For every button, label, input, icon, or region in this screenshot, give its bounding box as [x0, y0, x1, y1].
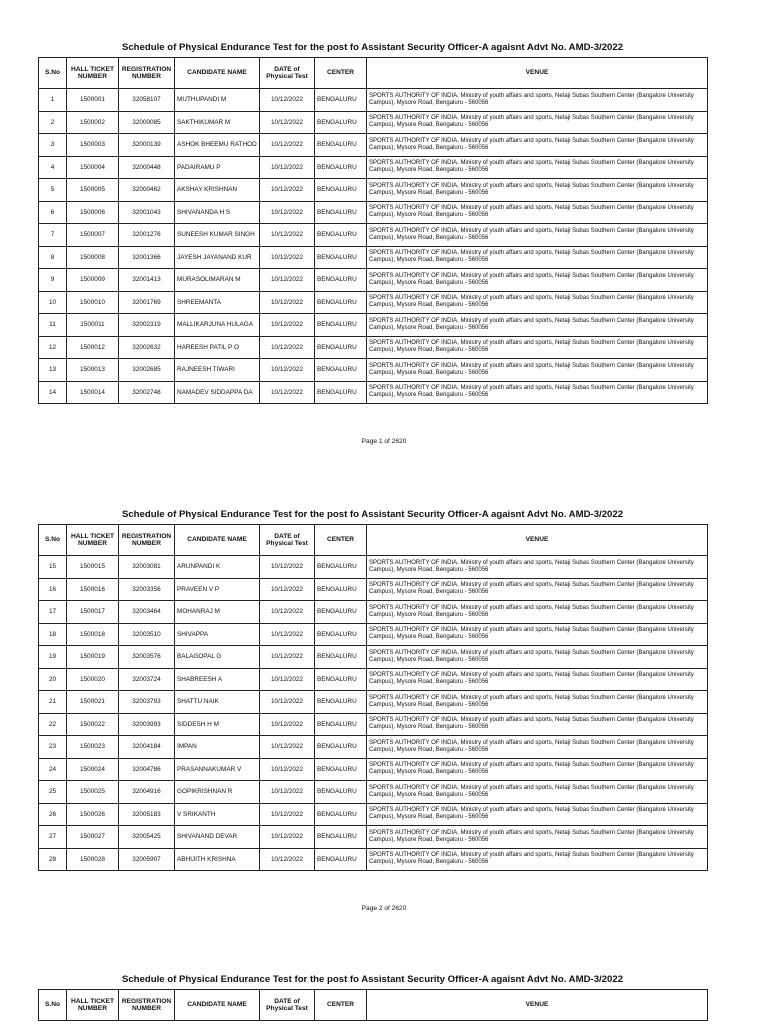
cell-candidate-name: MURASOLIMARAN M [175, 269, 260, 292]
cell-sno: 23 [39, 736, 67, 759]
cell-hall-ticket: 1500004 [67, 156, 119, 179]
cell-center: BENGALURU [315, 111, 367, 134]
cell-venue: SPORTS AUTHORITY OF INDIA, Ministry of youth affairs and sports, Netaji Subas Southern Center (Bangalore University Campus), Mysore Road, Bengaluru - 560056 [367, 359, 708, 382]
cell-sno: 19 [39, 646, 67, 669]
schedule-page-3 [38, 974, 707, 1021]
table-body [39, 556, 708, 871]
cell-sno: 2 [39, 111, 67, 134]
cell-sno: 7 [39, 224, 67, 247]
cell-registration: 32003356 [119, 578, 175, 601]
cell-center: BENGALURU [315, 269, 367, 292]
cell-date: 10/12/2022 [260, 736, 315, 759]
cell-candidate-name: AKSHAY KRISHNAN [175, 179, 260, 202]
cell-date: 10/12/2022 [260, 578, 315, 601]
cell-date: 10/12/2022 [260, 646, 315, 669]
cell-date: 10/12/2022 [260, 269, 315, 292]
cell-venue: SPORTS AUTHORITY OF INDIA, Ministry of youth affairs and sports, Netaji Subas Southern Center (Bangalore University Campus), Mysore Road, Bengaluru - 560056 [367, 156, 708, 179]
cell-venue: SPORTS AUTHORITY OF INDIA, Ministry of youth affairs and sports, Netaji Subas Southern Center (Bangalore University Campus), Mysore Road, Bengaluru - 560056 [367, 291, 708, 314]
table-header-row [39, 990, 708, 1021]
cell-candidate-name: SHIVAPPA [175, 623, 260, 646]
cell-hall-ticket: 1500014 [67, 381, 119, 404]
cell-registration: 32003993 [119, 713, 175, 736]
cell-sno: 14 [39, 381, 67, 404]
cell-venue: SPORTS AUTHORITY OF INDIA, Ministry of youth affairs and sports, Netaji Subas Southern Center (Bangalore University Campus), Mysore Road, Bengaluru - 560056 [367, 646, 708, 669]
cell-hall-ticket: 1500017 [67, 601, 119, 624]
schedule-table [38, 989, 708, 1021]
cell-hall-ticket: 1500025 [67, 781, 119, 804]
cell-sno: 1 [39, 89, 67, 112]
table-row [39, 336, 708, 359]
cell-center: BENGALURU [315, 781, 367, 804]
cell-venue: SPORTS AUTHORITY OF INDIA, Ministry of youth affairs and sports, Netaji Subas Southern Center (Bangalore University Campus), Mysore Road, Bengaluru - 560056 [367, 314, 708, 337]
cell-center: BENGALURU [315, 291, 367, 314]
cell-registration: 32002319 [119, 314, 175, 337]
cell-candidate-name: ARUNPANDI K [175, 556, 260, 579]
cell-hall-ticket: 1500006 [67, 201, 119, 224]
cell-venue: SPORTS AUTHORITY OF INDIA, Ministry of youth affairs and sports, Netaji Subas Southern Center (Bangalore University Campus), Mysore Road, Bengaluru - 560056 [367, 111, 708, 134]
cell-venue: SPORTS AUTHORITY OF INDIA, Ministry of youth affairs and sports, Netaji Subas Southern Center (Bangalore University Campus), Mysore Road, Bengaluru - 560056 [367, 224, 708, 247]
cell-sno: 25 [39, 781, 67, 804]
cell-center: BENGALURU [315, 201, 367, 224]
cell-registration: 32005907 [119, 848, 175, 871]
cell-registration: 32058107 [119, 89, 175, 112]
cell-hall-ticket: 1500024 [67, 758, 119, 781]
cell-hall-ticket: 1500018 [67, 623, 119, 646]
cell-hall-ticket: 1500011 [67, 314, 119, 337]
cell-candidate-name: MALLIKARJUNA HULAGA [175, 314, 260, 337]
cell-hall-ticket: 1500023 [67, 736, 119, 759]
cell-date: 10/12/2022 [260, 111, 315, 134]
cell-registration: 32003793 [119, 691, 175, 714]
cell-center: BENGALURU [315, 224, 367, 247]
cell-sno: 8 [39, 246, 67, 269]
table-row [39, 314, 708, 337]
header-center: CENTER [315, 58, 367, 89]
cell-date: 10/12/2022 [260, 246, 315, 269]
header-candidate-name: CANDIDATE NAME [175, 990, 260, 1021]
cell-center: BENGALURU [315, 578, 367, 601]
cell-hall-ticket: 1500013 [67, 359, 119, 382]
cell-candidate-name: SHIVANANDA H S [175, 201, 260, 224]
cell-candidate-name: GOPIKRISHNAN R [175, 781, 260, 804]
table-row [39, 156, 708, 179]
table-row [39, 713, 708, 736]
cell-candidate-name: SHIVANAND DEVAR [175, 826, 260, 849]
cell-date: 10/12/2022 [260, 89, 315, 112]
cell-registration: 32003724 [119, 668, 175, 691]
cell-center: BENGALURU [315, 691, 367, 714]
header-center: CENTER [315, 525, 367, 556]
page-number: Page 1 of 2620 [361, 438, 407, 445]
cell-date: 10/12/2022 [260, 314, 315, 337]
cell-venue: SPORTS AUTHORITY OF INDIA, Ministry of youth affairs and sports, Netaji Subas Southern Center (Bangalore University Campus), Mysore Road, Bengaluru - 560056 [367, 826, 708, 849]
cell-venue: SPORTS AUTHORITY OF INDIA, Ministry of youth affairs and sports, Netaji Subas Southern Center (Bangalore University Campus), Mysore Road, Bengaluru - 560056 [367, 803, 708, 826]
table-row [39, 758, 708, 781]
cell-candidate-name: V SRIKANTH [175, 803, 260, 826]
table-body [39, 89, 708, 404]
cell-registration: 32001769 [119, 291, 175, 314]
header-venue: VENUE [367, 525, 708, 556]
table-row [39, 111, 708, 134]
cell-venue: SPORTS AUTHORITY OF INDIA, Ministry of youth affairs and sports, Netaji Subas Southern Center (Bangalore University Campus), Mysore Road, Bengaluru - 560056 [367, 336, 708, 359]
header-sno: S.No [39, 58, 67, 89]
cell-sno: 3 [39, 134, 67, 157]
cell-registration: 32004786 [119, 758, 175, 781]
cell-candidate-name: MUTHUPANDI M [175, 89, 260, 112]
header-candidate-name: CANDIDATE NAME [175, 58, 260, 89]
header-venue: VENUE [367, 990, 708, 1021]
cell-date: 10/12/2022 [260, 848, 315, 871]
cell-sno: 26 [39, 803, 67, 826]
table-row [39, 781, 708, 804]
schedule-table [38, 57, 708, 404]
cell-venue: SPORTS AUTHORITY OF INDIA, Ministry of youth affairs and sports, Netaji Subas Southern Center (Bangalore University Campus), Mysore Road, Bengaluru - 560056 [367, 578, 708, 601]
cell-registration: 32004184 [119, 736, 175, 759]
cell-candidate-name: PRAVEEN V P [175, 578, 260, 601]
cell-candidate-name: ABHIJITH KRISHNA [175, 848, 260, 871]
cell-hall-ticket: 1500026 [67, 803, 119, 826]
cell-candidate-name: NAMADEV SIDDAPPA DA [175, 381, 260, 404]
cell-hall-ticket: 1500012 [67, 336, 119, 359]
cell-hall-ticket: 1500028 [67, 848, 119, 871]
cell-candidate-name: JAYESH JAYANAND KUR [175, 246, 260, 269]
table-row [39, 578, 708, 601]
cell-sno: 18 [39, 623, 67, 646]
table-row [39, 556, 708, 579]
cell-candidate-name: PRASANNAKUMAR V [175, 758, 260, 781]
cell-center: BENGALURU [315, 314, 367, 337]
cell-center: BENGALURU [315, 758, 367, 781]
table-row [39, 848, 708, 871]
cell-venue: SPORTS AUTHORITY OF INDIA, Ministry of youth affairs and sports, Netaji Subas Southern Center (Bangalore University Campus), Mysore Road, Bengaluru - 560056 [367, 601, 708, 624]
schedule-table [38, 524, 708, 871]
table-row [39, 201, 708, 224]
cell-center: BENGALURU [315, 179, 367, 202]
header-hall-ticket: HALL TICKET NUMBER [67, 525, 119, 556]
table-header-row [39, 525, 708, 556]
cell-center: BENGALURU [315, 336, 367, 359]
header-sno: S.No [39, 990, 67, 1021]
cell-date: 10/12/2022 [260, 803, 315, 826]
cell-registration: 32001413 [119, 269, 175, 292]
cell-center: BENGALURU [315, 246, 367, 269]
cell-date: 10/12/2022 [260, 691, 315, 714]
cell-candidate-name: SIDDESH H M [175, 713, 260, 736]
cell-venue: SPORTS AUTHORITY OF INDIA, Ministry of youth affairs and sports, Netaji Subas Southern Center (Bangalore University Campus), Mysore Road, Bengaluru - 560056 [367, 668, 708, 691]
cell-venue: SPORTS AUTHORITY OF INDIA, Ministry of youth affairs and sports, Netaji Subas Southern Center (Bangalore University Campus), Mysore Road, Bengaluru - 560056 [367, 134, 708, 157]
header-date: DATE of Physical Test [260, 990, 315, 1021]
header-hall-ticket: HALL TICKET NUMBER [67, 990, 119, 1021]
cell-candidate-name: MOHANRAJ M [175, 601, 260, 624]
cell-sno: 4 [39, 156, 67, 179]
cell-hall-ticket: 1500009 [67, 269, 119, 292]
cell-date: 10/12/2022 [260, 156, 315, 179]
table-row [39, 691, 708, 714]
cell-date: 10/12/2022 [260, 758, 315, 781]
cell-date: 10/12/2022 [260, 201, 315, 224]
cell-registration: 32000462 [119, 179, 175, 202]
cell-registration: 32000139 [119, 134, 175, 157]
schedule-title: Schedule of Physical Endurance Test for the post fo Assistant Security Officer-A agaisnt Advt No. AMD-3/2022 [121, 509, 624, 520]
cell-sno: 17 [39, 601, 67, 624]
cell-sno: 16 [39, 578, 67, 601]
cell-center: BENGALURU [315, 646, 367, 669]
cell-center: BENGALURU [315, 668, 367, 691]
cell-venue: SPORTS AUTHORITY OF INDIA, Ministry of youth affairs and sports, Netaji Subas Southern Center (Bangalore University Campus), Mysore Road, Bengaluru - 560056 [367, 848, 708, 871]
table-row [39, 646, 708, 669]
cell-venue: SPORTS AUTHORITY OF INDIA, Ministry of youth affairs and sports, Netaji Subas Southern Center (Bangalore University Campus), Mysore Road, Bengaluru - 560056 [367, 179, 708, 202]
cell-sno: 28 [39, 848, 67, 871]
page-number: Page 2 of 2620 [361, 905, 407, 912]
cell-center: BENGALURU [315, 713, 367, 736]
table-row [39, 668, 708, 691]
cell-date: 10/12/2022 [260, 826, 315, 849]
table-header-row [39, 58, 708, 89]
cell-candidate-name: SUNEESH KUMAR SINGH [175, 224, 260, 247]
cell-registration: 32000448 [119, 156, 175, 179]
table-row [39, 803, 708, 826]
cell-registration: 32001276 [119, 224, 175, 247]
cell-date: 10/12/2022 [260, 359, 315, 382]
cell-hall-ticket: 1500016 [67, 578, 119, 601]
cell-sno: 5 [39, 179, 67, 202]
cell-venue: SPORTS AUTHORITY OF INDIA, Ministry of youth affairs and sports, Netaji Subas Southern Center (Bangalore University Campus), Mysore Road, Bengaluru - 560056 [367, 246, 708, 269]
table-row [39, 269, 708, 292]
cell-sno: 21 [39, 691, 67, 714]
cell-date: 10/12/2022 [260, 713, 315, 736]
cell-center: BENGALURU [315, 826, 367, 849]
cell-candidate-name: PADAIRAMU P [175, 156, 260, 179]
header-registration: REGISTRATION NUMBER [119, 525, 175, 556]
cell-venue: SPORTS AUTHORITY OF INDIA, Ministry of youth affairs and sports, Netaji Subas Southern Center (Bangalore University Campus), Mysore Road, Bengaluru - 560056 [367, 691, 708, 714]
cell-registration: 32003081 [119, 556, 175, 579]
header-hall-ticket: HALL TICKET NUMBER [67, 58, 119, 89]
cell-hall-ticket: 1500001 [67, 89, 119, 112]
cell-center: BENGALURU [315, 89, 367, 112]
cell-hall-ticket: 1500020 [67, 668, 119, 691]
header-date: DATE of Physical Test [260, 525, 315, 556]
cell-registration: 32003510 [119, 623, 175, 646]
cell-registration: 32004916 [119, 781, 175, 804]
cell-venue: SPORTS AUTHORITY OF INDIA, Ministry of youth affairs and sports, Netaji Subas Southern Center (Bangalore University Campus), Mysore Road, Bengaluru - 560056 [367, 201, 708, 224]
cell-center: BENGALURU [315, 601, 367, 624]
header-center: CENTER [315, 990, 367, 1021]
cell-date: 10/12/2022 [260, 134, 315, 157]
cell-hall-ticket: 1500010 [67, 291, 119, 314]
table-row [39, 736, 708, 759]
cell-date: 10/12/2022 [260, 556, 315, 579]
cell-registration: 32001043 [119, 201, 175, 224]
cell-hall-ticket: 1500007 [67, 224, 119, 247]
cell-registration: 32003464 [119, 601, 175, 624]
cell-registration: 32001366 [119, 246, 175, 269]
cell-sno: 6 [39, 201, 67, 224]
cell-hall-ticket: 1500002 [67, 111, 119, 134]
cell-sno: 12 [39, 336, 67, 359]
cell-registration: 32002632 [119, 336, 175, 359]
cell-venue: SPORTS AUTHORITY OF INDIA, Ministry of youth affairs and sports, Netaji Subas Southern Center (Bangalore University Campus), Mysore Road, Bengaluru - 560056 [367, 758, 708, 781]
cell-venue: SPORTS AUTHORITY OF INDIA, Ministry of youth affairs and sports, Netaji Subas Southern Center (Bangalore University Campus), Mysore Road, Bengaluru - 560056 [367, 736, 708, 759]
cell-date: 10/12/2022 [260, 291, 315, 314]
cell-sno: 15 [39, 556, 67, 579]
cell-hall-ticket: 1500003 [67, 134, 119, 157]
cell-registration: 32005183 [119, 803, 175, 826]
cell-sno: 24 [39, 758, 67, 781]
cell-hall-ticket: 1500015 [67, 556, 119, 579]
cell-registration: 32002748 [119, 381, 175, 404]
cell-venue: SPORTS AUTHORITY OF INDIA, Ministry of youth affairs and sports, Netaji Subas Southern Center (Bangalore University Campus), Mysore Road, Bengaluru - 560056 [367, 89, 708, 112]
schedule-title: Schedule of Physical Endurance Test for the post fo Assistant Security Officer-A agaisnt Advt No. AMD-3/2022 [121, 974, 624, 985]
table-row [39, 623, 708, 646]
table-row [39, 601, 708, 624]
cell-hall-ticket: 1500008 [67, 246, 119, 269]
cell-candidate-name: ASHOK BHEEMU RATHOD [175, 134, 260, 157]
table-row [39, 826, 708, 849]
table-row [39, 224, 708, 247]
cell-sno: 11 [39, 314, 67, 337]
cell-registration: 32000085 [119, 111, 175, 134]
cell-date: 10/12/2022 [260, 623, 315, 646]
cell-date: 10/12/2022 [260, 781, 315, 804]
header-registration: REGISTRATION NUMBER [119, 990, 175, 1021]
cell-center: BENGALURU [315, 556, 367, 579]
cell-sno: 27 [39, 826, 67, 849]
table-row [39, 359, 708, 382]
cell-candidate-name: SHREEMANTA [175, 291, 260, 314]
cell-center: BENGALURU [315, 623, 367, 646]
table-row [39, 291, 708, 314]
header-venue: VENUE [367, 58, 708, 89]
cell-venue: SPORTS AUTHORITY OF INDIA, Ministry of youth affairs and sports, Netaji Subas Southern Center (Bangalore University Campus), Mysore Road, Bengaluru - 560056 [367, 556, 708, 579]
header-registration: REGISTRATION NUMBER [119, 58, 175, 89]
cell-center: BENGALURU [315, 381, 367, 404]
cell-hall-ticket: 1500005 [67, 179, 119, 202]
table-row [39, 134, 708, 157]
cell-candidate-name: SHATTU NAIK [175, 691, 260, 714]
cell-hall-ticket: 1500021 [67, 691, 119, 714]
header-date: DATE of Physical Test [260, 58, 315, 89]
cell-candidate-name: HAREESH PATIL P O [175, 336, 260, 359]
cell-venue: SPORTS AUTHORITY OF INDIA, Ministry of youth affairs and sports, Netaji Subas Southern Center (Bangalore University Campus), Mysore Road, Bengaluru - 560056 [367, 269, 708, 292]
cell-date: 10/12/2022 [260, 179, 315, 202]
cell-center: BENGALURU [315, 156, 367, 179]
cell-registration: 32003576 [119, 646, 175, 669]
cell-date: 10/12/2022 [260, 336, 315, 359]
cell-date: 10/12/2022 [260, 601, 315, 624]
cell-center: BENGALURU [315, 803, 367, 826]
cell-candidate-name: RAJNEESH TIWARI [175, 359, 260, 382]
cell-hall-ticket: 1500019 [67, 646, 119, 669]
cell-registration: 32005425 [119, 826, 175, 849]
cell-venue: SPORTS AUTHORITY OF INDIA, Ministry of youth affairs and sports, Netaji Subas Southern Center (Bangalore University Campus), Mysore Road, Bengaluru - 560056 [367, 623, 708, 646]
cell-venue: SPORTS AUTHORITY OF INDIA, Ministry of youth affairs and sports, Netaji Subas Southern Center (Bangalore University Campus), Mysore Road, Bengaluru - 560056 [367, 781, 708, 804]
schedule-page-2 [38, 509, 707, 871]
cell-venue: SPORTS AUTHORITY OF INDIA, Ministry of youth affairs and sports, Netaji Subas Southern Center (Bangalore University Campus), Mysore Road, Bengaluru - 560056 [367, 381, 708, 404]
cell-sno: 9 [39, 269, 67, 292]
cell-registration: 32002685 [119, 359, 175, 382]
cell-venue: SPORTS AUTHORITY OF INDIA, Ministry of youth affairs and sports, Netaji Subas Southern Center (Bangalore University Campus), Mysore Road, Bengaluru - 560056 [367, 713, 708, 736]
header-candidate-name: CANDIDATE NAME [175, 525, 260, 556]
cell-date: 10/12/2022 [260, 668, 315, 691]
cell-date: 10/12/2022 [260, 381, 315, 404]
cell-center: BENGALURU [315, 736, 367, 759]
cell-center: BENGALURU [315, 848, 367, 871]
cell-candidate-name: SHABREESH A [175, 668, 260, 691]
schedule-title: Schedule of Physical Endurance Test for the post fo Assistant Security Officer-A agaisnt Advt No. AMD-3/2022 [121, 42, 624, 53]
cell-candidate-name: SAKTHIKUMAR M [175, 111, 260, 134]
cell-sno: 22 [39, 713, 67, 736]
cell-center: BENGALURU [315, 359, 367, 382]
table-row [39, 246, 708, 269]
cell-sno: 20 [39, 668, 67, 691]
table-row [39, 179, 708, 202]
cell-hall-ticket: 1500027 [67, 826, 119, 849]
cell-date: 10/12/2022 [260, 224, 315, 247]
cell-sno: 13 [39, 359, 67, 382]
table-row [39, 89, 708, 112]
table-row [39, 381, 708, 404]
cell-candidate-name: IMPAN [175, 736, 260, 759]
schedule-page-1 [38, 42, 707, 404]
cell-hall-ticket: 1500022 [67, 713, 119, 736]
header-sno: S.No [39, 525, 67, 556]
cell-sno: 10 [39, 291, 67, 314]
cell-candidate-name: BALAGOPAL G [175, 646, 260, 669]
cell-center: BENGALURU [315, 134, 367, 157]
